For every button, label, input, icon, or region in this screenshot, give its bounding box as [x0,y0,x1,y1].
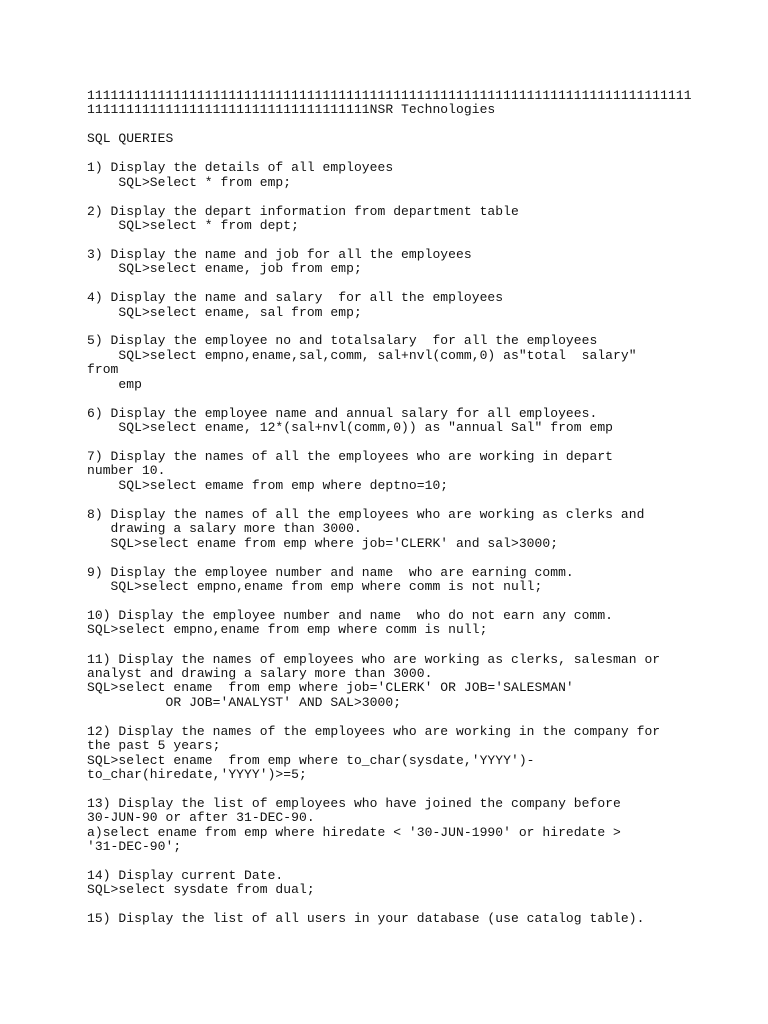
q13-question-line-2: 30-JUN-90 or after 31-DEC-90. [87,810,315,825]
q15-question: 15) Display the list of all users in your database (use catalog table). [87,911,645,926]
q5-sql-line-2: from [87,362,119,377]
q8-sql: SQL>select ename from emp where job='CLERK' and sal>3000; [87,536,559,551]
q7-question-line-1: 7) Display the names of all the employees who are working in depart [87,449,614,464]
q3-sql: SQL>select ename, job from emp; [87,261,362,276]
q2-question: 2) Display the depart information from department table [87,204,519,219]
q12-sql-line-1: SQL>select ename from emp where to_char(sysdate,'YYYY')- [87,753,535,768]
q5-sql-line-1: SQL>select empno,ename,sal,comm, sal+nvl(comm,0) as"total salary" [87,348,637,363]
q6-question: 6) Display the employee name and annual salary for all employees. [87,406,598,421]
q9-sql: SQL>select empno,ename from emp where comm is not null; [87,579,543,594]
q12-question-line-2: the past 5 years; [87,738,221,753]
q11-question-line-1: 11) Display the names of employees who are working as clerks, salesman or [87,652,661,667]
q10-question: 10) Display the employee number and name who do not earn any comm. [87,608,614,623]
q5-question: 5) Display the employee no and totalsalary for all the employees [87,333,598,348]
q14-question: 14) Display current Date. [87,868,284,883]
q13-question-line-1: 13) Display the list of employees who have joined the company before [87,796,621,811]
q8-question-line-1: 8) Display the names of all the employees who are working as clerks and [87,507,645,522]
q3-question: 3) Display the name and job for all the employees [87,247,472,262]
q4-sql: SQL>select ename, sal from emp; [87,305,362,320]
q6-sql: SQL>select ename, 12*(sal+nvl(comm,0)) as "annual Sal" from emp [87,420,614,435]
q11-question-line-2: analyst and drawing a salary more than 3000. [87,666,433,681]
header-line-2: 111111111111111111111111111111111111NSR Technologies [87,102,496,117]
q1-sql: SQL>Select * from emp; [87,175,292,190]
q2-sql: SQL>select * from dept; [87,218,299,233]
q5-sql-line-3: emp [87,377,142,392]
q10-sql: SQL>select empno,ename from emp where comm is null; [87,622,488,637]
q13-sql-line-2: '31-DEC-90'; [87,839,182,854]
q12-question-line-1: 12) Display the names of the employees who are working in the company for [87,724,661,739]
q13-sql-line-1: a)select ename from emp where hiredate < '30-JUN-1990' or hiredate > [87,825,621,840]
q1-question: 1) Display the details of all employees [87,160,394,175]
q4-question: 4) Display the name and salary for all the employees [87,290,504,305]
document-title: SQL QUERIES [87,131,174,146]
header-line-1: 11111111111111111111111111111111111111111111111111111111111111111111111111111 [87,88,692,103]
q7-question-line-2: number 10. [87,463,166,478]
q14-sql: SQL>select sysdate from dual; [87,882,315,897]
q11-sql-line-2: OR JOB='ANALYST' AND SAL>3000; [87,695,402,710]
q11-sql-line-1: SQL>select ename from emp where job='CLERK' OR JOB='SALESMAN' [87,680,574,695]
q12-sql-line-2: to_char(hiredate,'YYYY')>=5; [87,767,307,782]
q8-question-line-2: drawing a salary more than 3000. [87,521,362,536]
q7-sql: SQL>select emame from emp where deptno=10; [87,478,449,493]
q9-question: 9) Display the employee number and name who are earning comm. [87,565,574,580]
